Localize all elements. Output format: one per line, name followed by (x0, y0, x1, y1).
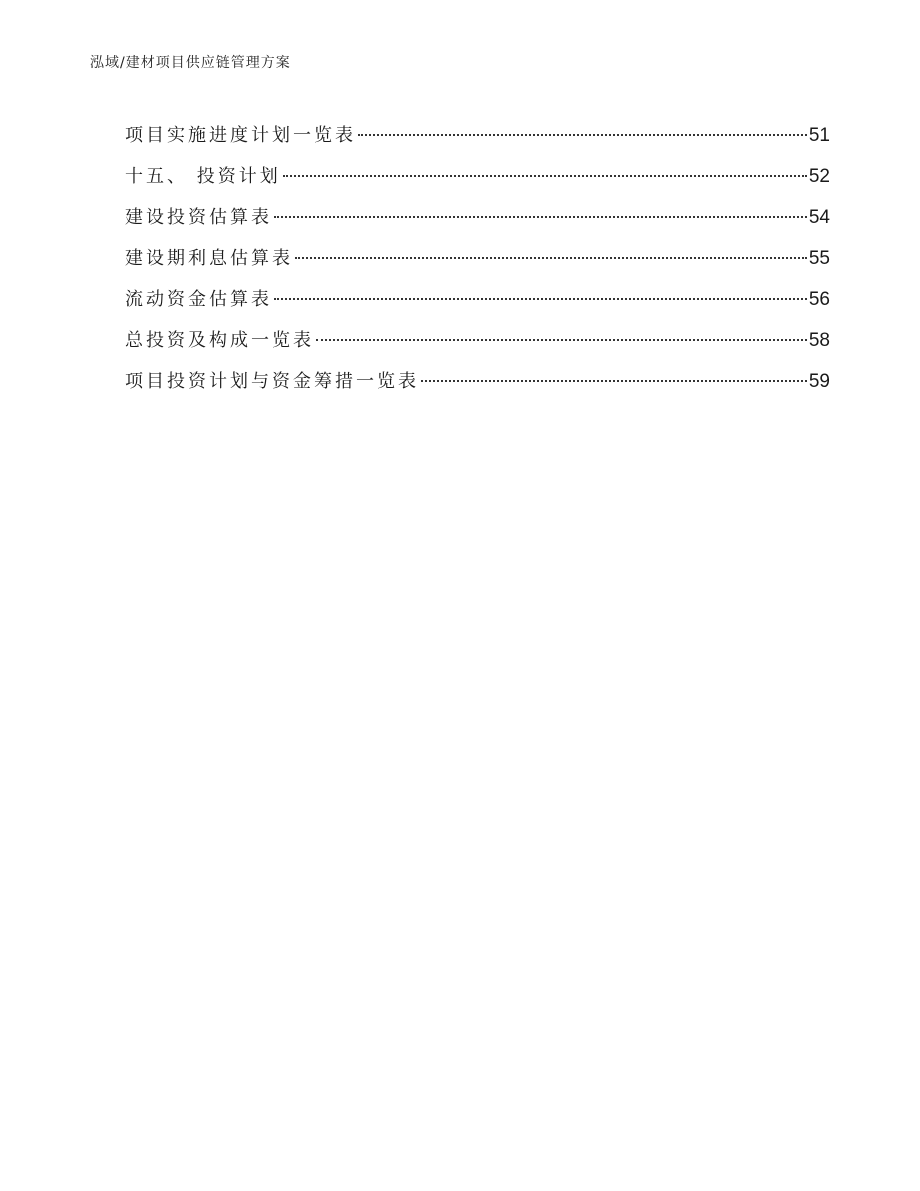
toc-entry[interactable] (125, 366, 830, 407)
toc-entry-title: 项目实施进度计划一览表 (125, 125, 356, 146)
toc-entry[interactable] (125, 202, 830, 243)
toc-page-number: 55 (808, 248, 830, 269)
toc-entry-title: 流动资金估算表 (125, 289, 272, 310)
toc-dot-leader (295, 257, 807, 259)
toc-dot-leader (358, 134, 807, 136)
toc-page-number: 59 (808, 371, 830, 392)
toc-page-number: 51 (808, 125, 830, 146)
toc-entry[interactable] (125, 120, 830, 161)
toc-entry-title: 十五、 投资计划 (125, 166, 281, 187)
header-divider (90, 82, 828, 83)
toc-entry-title: 总投资及构成一览表 (125, 330, 314, 351)
toc-page-number: 58 (808, 330, 830, 351)
toc-entry-title: 建设投资估算表 (125, 207, 272, 228)
toc-entry[interactable] (125, 325, 830, 366)
toc-dot-leader (316, 339, 807, 341)
toc-dot-leader (274, 216, 807, 218)
toc-dot-leader (283, 175, 807, 177)
toc-page-number: 54 (808, 207, 830, 228)
toc-entry[interactable] (125, 243, 830, 284)
running-header: 泓域/建材项目供应链管理方案 (90, 55, 291, 71)
toc-page-number: 52 (808, 166, 830, 187)
toc-page-number: 56 (808, 289, 830, 310)
table-of-contents (125, 120, 830, 407)
toc-entry-title: 项目投资计划与资金筹措一览表 (125, 371, 419, 392)
toc-entry[interactable] (125, 161, 830, 202)
toc-dot-leader (421, 380, 807, 382)
toc-entry-title: 建设期利息估算表 (125, 248, 293, 269)
toc-entry[interactable] (125, 284, 830, 325)
toc-dot-leader (274, 298, 807, 300)
